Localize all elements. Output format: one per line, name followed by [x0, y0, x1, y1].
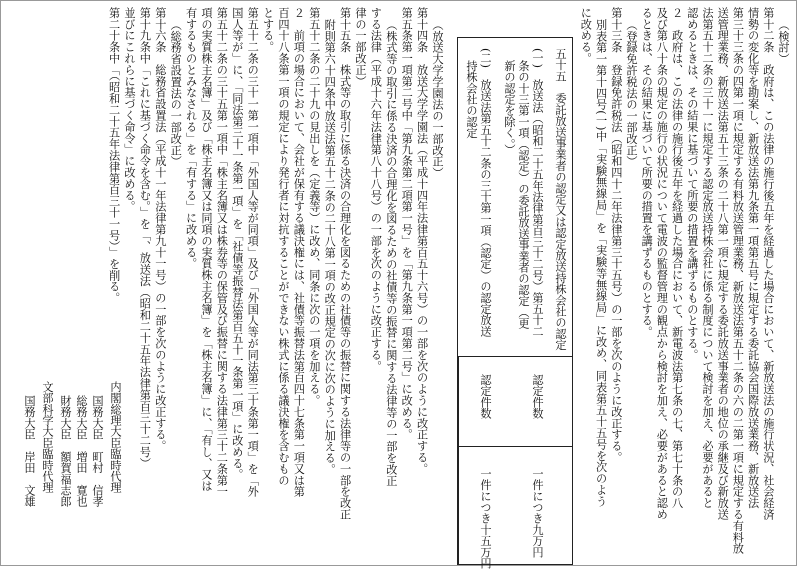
- table-rate-1: 一件につき九万円: [531, 468, 544, 558]
- table-item-1-line-1: (一) 放送法（昭和二十五年法律第百三十二号）第五十二: [531, 48, 544, 337]
- right-line-8: ２ 政府は、この法律の施行後五年を経過した場合において、新電波法第七条の七、第七十条の八: [670, 7, 684, 509]
- left-line-13: 第五十二条の三十一第一項中「外国人等が同項」及び「外国人等が同法第三十条第一項」を「外: [246, 7, 260, 498]
- left-line-1: （放送大学学園法の一部改正）: [431, 19, 444, 179]
- left-line-21: 並びにこれらに基づく命令」に改める。: [123, 7, 136, 213]
- table-item-2-line-2: 持株会社の認定: [465, 60, 478, 139]
- table-basis-2: 認定件数: [479, 374, 492, 419]
- left-line-11: 百四十八条第一項の規定により発行者に対抗することができない株式に係る議決権を含むもの: [277, 7, 290, 486]
- right-line-11: （登録免許税法の一部改正）: [625, 19, 638, 168]
- right-line-13: 別表第一第十四号(一)中「実験無線局」を「実験等無線局」に改め、同表第五十五号を次のよう: [594, 19, 608, 507]
- left-line-7: 第十五条 株式等の取引に係る決済の合理化を図るための社債等の振替に関する法律等の一部を改正: [338, 7, 352, 520]
- signature-5: 文部科学大臣臨時代理: [41, 381, 54, 493]
- right-line-14: に改める。: [579, 7, 593, 64]
- right-line-3: 情勢の変化等を勘案し、新放送法第九条第一項第五号に規定する委託協会国際放送業務、新放送法: [746, 7, 760, 509]
- left-line-3: 第五条第一項第二号中「第九条第二項第一号」を「第九条第一項第二号」に改める。: [400, 7, 414, 441]
- left-line-22: 第二十条中「（昭和二十五年法律第百三十一号）」を削る。: [107, 7, 121, 304]
- table-item-2-line-1: (二) 放送法第五十二条の三十第一項（認定）の認定放送: [479, 48, 492, 337]
- right-line-10: るときは、その結果に基づいて所要の措置を講ずるものとする。: [640, 7, 654, 338]
- left-line-6: 律の一部改正）: [354, 7, 367, 87]
- left-line-14: 国人等が」に、「同法第三十一条第一項」を「社債等振替法第百五十一条第一項」に改める。: [230, 7, 244, 481]
- left-line-15: 第五十二条の三十五第一項中「株主名簿又は株券等の保管及び振替に関する法律第三十二条第一: [215, 7, 229, 498]
- left-line-18: （総務省設置法の一部改正）: [169, 19, 183, 168]
- right-line-9: 及び第八十条の規定の施行の状況について電波の監督管理の観点から検討を加え、必要があると認め: [655, 7, 669, 520]
- left-line-8: 附則第六十四条中放送法第五十二条の二十八第一項の改正規定の次に次のように加える。: [323, 19, 337, 475]
- signature-6: 国務大臣 岸田 文雄: [23, 395, 36, 507]
- left-line-12: とする。: [261, 7, 275, 53]
- right-line-12: 第十三条 登録免許税法（昭和四十二年法律第三十五号）の一部を次のように改正する。: [609, 7, 623, 463]
- table-basis-1: 認定件数: [531, 374, 544, 419]
- left-line-19: 第十六条 総務省設置法（平成十一年法律第九十一号）の一部を次のように改正する。: [153, 7, 167, 452]
- left-line-4: （株式等の取引に係る決済の合理化を図るための社債等の振替に関する法律等の一部を改正: [384, 19, 398, 487]
- left-line-9: 第五十二条の二十九の見出しを（定義等）に改め、同条に次の一項を加える。: [307, 7, 321, 406]
- right-line-7: 認めるときは、その結果に基づいて所要の措置を講ずるものとする。: [685, 7, 699, 361]
- right-line-6: 法第五十二条の三十一に規定する認定放送持株会社に係る制度について検討を加え、必要があると: [701, 7, 714, 509]
- left-line-2: 第十四条 放送大学学園法（平成十四年法律第百五十六号）の一部を次のように改正する。: [415, 7, 429, 475]
- left-line-5: する法律（平成十六年法律第八十八号）の一部を次のように改正する。: [369, 7, 383, 372]
- right-line-2: 第十二条 政府は、この法律の施行後五年を経過した場合において、新放送法の施行状況、社会経済: [761, 7, 775, 520]
- signature-4: 財務大臣 額賀福志郎: [59, 395, 72, 507]
- signature-3: 総務大臣 増田 寛也: [75, 395, 88, 507]
- left-line-16: 項の実質株主名簿」及び「株主名簿又は同項の実質株主名簿」を「株主名簿」に、「有し、又は: [200, 7, 213, 492]
- table-item-1-line-3: 新の認定を除く。）: [503, 60, 516, 156]
- left-line-17: 有するものとみなされる」を「有する」に改める。: [184, 7, 198, 270]
- table-item-1-line-2: 条の十三第一項（認定）の委託放送事業者の認定（更: [517, 60, 530, 329]
- signature-2: 国務大臣 町村 信孝: [91, 395, 104, 507]
- left-line-20: 第十九条中「これに基づく命令を含む。」を「、放送法（昭和二十五年法律第百三十二号）: [138, 7, 152, 469]
- right-line-4: 第三十三条の四第一項に規定する有料放送管理業務、新放送法第五十二条の六の二第一項に規定する有料放: [731, 7, 745, 555]
- signature-1: 内閣総理大臣臨時代理: [109, 381, 122, 493]
- table-rate-2: 一件につき十五万円: [479, 468, 492, 569]
- tax-table: [457, 37, 573, 569]
- right-line-1: （検討）: [777, 19, 790, 65]
- table-title: 五十五 委託放送事業者の認定又は認定放送持株会社の認定: [554, 48, 567, 351]
- right-line-5: 送管理業務、新放送法第五十三条の二十八第一項に規定する委託放送事業者の地位の承継及び新放送: [716, 7, 730, 520]
- left-line-10: ２ 前項の場合において、会社が保有する議決権には、社債等振替法第百四十七条第一項又は第: [292, 7, 306, 498]
